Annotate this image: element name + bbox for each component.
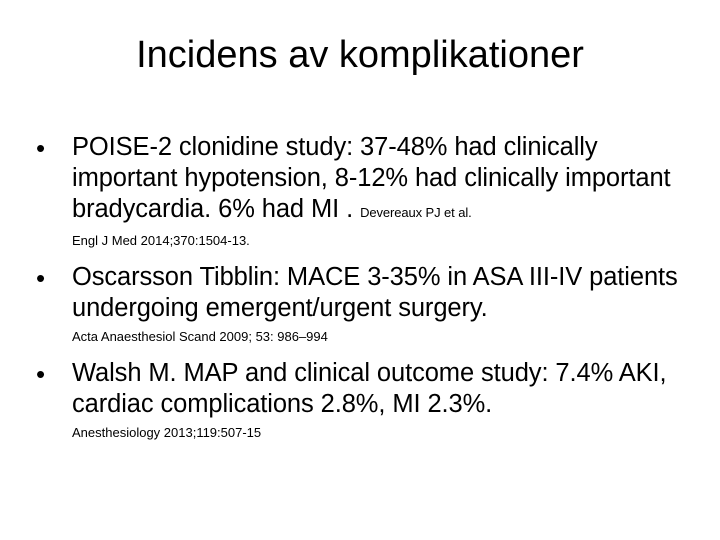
bullet-list [36, 132, 696, 442]
bullet-dot: • [36, 263, 46, 293]
bullet-citation-inline: Devereaux PJ et al. [360, 205, 472, 220]
bullet-citation: Anesthesiology 2013;119:507-15 [72, 425, 262, 440]
bullet-main-text: Oscarsson Tibblin: MACE 3-35% in ASA III-IV patients undergoing emergent/urgent surgery. [72, 263, 678, 322]
bullet-citation: Engl J Med 2014;370:1504-13. [72, 233, 250, 248]
bullet-main-text: Walsh M. MAP and clinical outcome study: 7.4% AKI, cardiac complications 2.8%, MI 2.3%. [72, 359, 667, 418]
bullet-text [72, 132, 696, 228]
bullet-item-poise2 [36, 132, 696, 250]
bullet-dot: • [36, 359, 46, 389]
bullet-dot: • [36, 133, 46, 163]
bullet-item-walsh [36, 358, 696, 442]
bullet-item-oscarsson [36, 262, 696, 346]
slide-title: Incidens av komplikationer [136, 34, 584, 76]
bullet-main-text: POISE-2 clonidine study: 37-48% had clinically important hypotension, 8-12% had clinically important bradycardia. 6% had MI . [72, 133, 671, 223]
bullet-citation: Acta Anaesthesiol Scand 2009; 53: 986–994 [72, 329, 328, 344]
